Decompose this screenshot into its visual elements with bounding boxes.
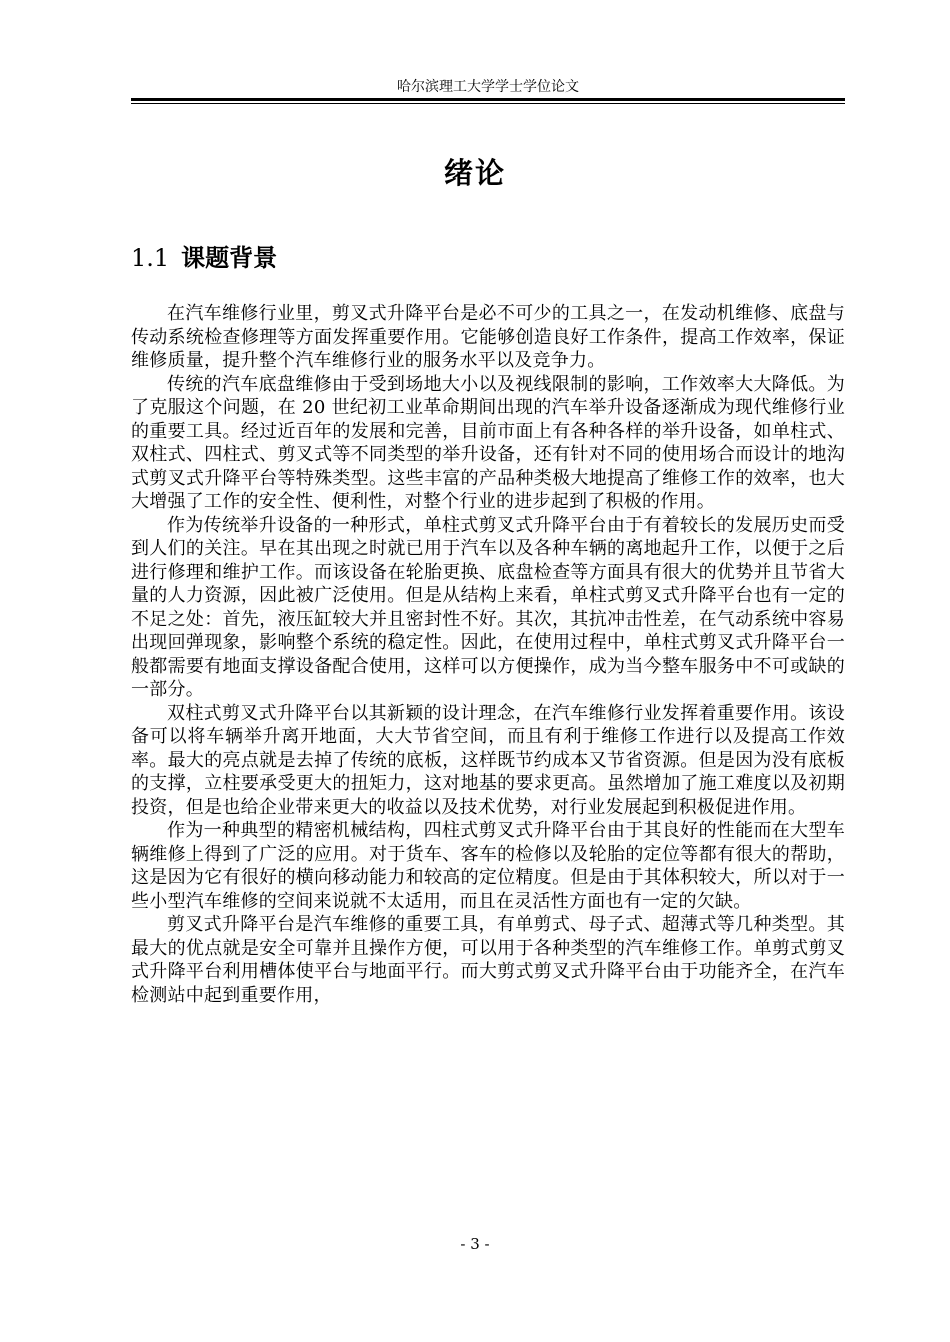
paragraph: 作为一种典型的精密机械结构，四柱式剪叉式升降平台由于其良好的性能而在大型车辆维修上得到了广泛的应用。对于货车、客车的检修以及轮胎的定位等都有很大的帮助，这是因为它有很好的横向移动能力和较高的定位精度。但是由于其体积较大，所以对于一些小型汽车维修的空间来说就不太适用，而且在灵活性方面也有一定的欠缺。: [131, 820, 845, 912]
section-title: 课题背景: [181, 244, 278, 272]
paragraph: 作为传统举升设备的一种形式，单柱式剪叉式升降平台由于有着较长的发展历史而受到人们的关注。早在其出现之时就已用于汽车以及各种车辆的离地起升工作，以便于之后进行修理和维护工作。而该设备在轮胎更换、底盘检查等方面具有很大的优势并且节省大量的人力资源，因此被广泛使用。但是从结构上来看，单柱式剪叉式升降平台也有一定的不足之处：首先，液压缸较大并且密封性不好。其次，其抗冲击性差，在气动系统中容易出现回弹现象，影响整个系统的稳定性。因此，在使用过程中，单柱式剪叉式升降平台一般都需要有地面支撑设备配合使用，这样可以方便操作，成为当今整车服务中不可或缺的一部分。: [131, 514, 845, 700]
chapter-title: 绪论: [443, 156, 506, 190]
section-heading: [131, 240, 277, 276]
paragraph: 在汽车维修行业里，剪叉式升降平台是必不可少的工具之一，在发动机维修、底盘与传动系统检查修理等方面发挥重要作用。它能够创造良好工作条件，提高工作效率，保证维修质量，提升整个汽车维修行业的服务水平以及竞争力。: [131, 303, 845, 371]
body-text: [131, 302, 845, 1007]
paragraph: 剪叉式升降平台是汽车维修的重要工具，有单剪式、母子式、超薄式等几种类型。其最大的优点就是安全可靠并且操作方便，可以用于各种类型的汽车维修工作。单剪式剪叉式升降平台利用槽体使平台与地面平行。而大剪式剪叉式升降平台由于功能齐全，在汽车检测站中起到重要作用，: [131, 914, 845, 1006]
paragraph: 传统的汽车底盘维修由于受到场地大小以及视线限制的影响，工作效率大大降低。为了克服这个问题，在 20 世纪初工业革命期间出现的汽车举升设备逐渐成为现代维修行业的重要工具。经过近百年的发展和完善，目前市面上有各种各样的举升设备，如单柱式、双柱式、四柱式、剪叉式等不同类型的举升设备，还有针对不同的使用场合而设计的地沟式剪叉式升降平台等特殊类型。这些丰富的产品种类极大地提高了维修工作的效率，也大大增强了工作的安全性、便利性，对整个行业的进步起到了积极的作用。: [131, 373, 845, 512]
paragraph: 双柱式剪叉式升降平台以其新颖的设计理念，在汽车维修行业发挥着重要作用。该设备可以将车辆举升离开地面，大大节省空间，而且有利于维修工作进行以及提高工作效率。最大的亮点就是去掉了传统的底板，这样既节约成本又节省资源。但是因为没有底板的支撑，立柱要承受更大的扭矩力，这对地基的要求更高。虽然增加了施工难度以及初期投资，但是也给企业带来更大的收益以及技术优势，对行业发展起到积极促进作用。: [131, 702, 845, 818]
section-number: 1.1: [131, 244, 170, 272]
header-rule-thick: [131, 98, 845, 101]
page-number: - 3 -: [460, 1235, 490, 1253]
header-rule-thin: [131, 103, 845, 104]
running-header: 哈尔滨理工大学学士学位论文: [397, 79, 579, 95]
